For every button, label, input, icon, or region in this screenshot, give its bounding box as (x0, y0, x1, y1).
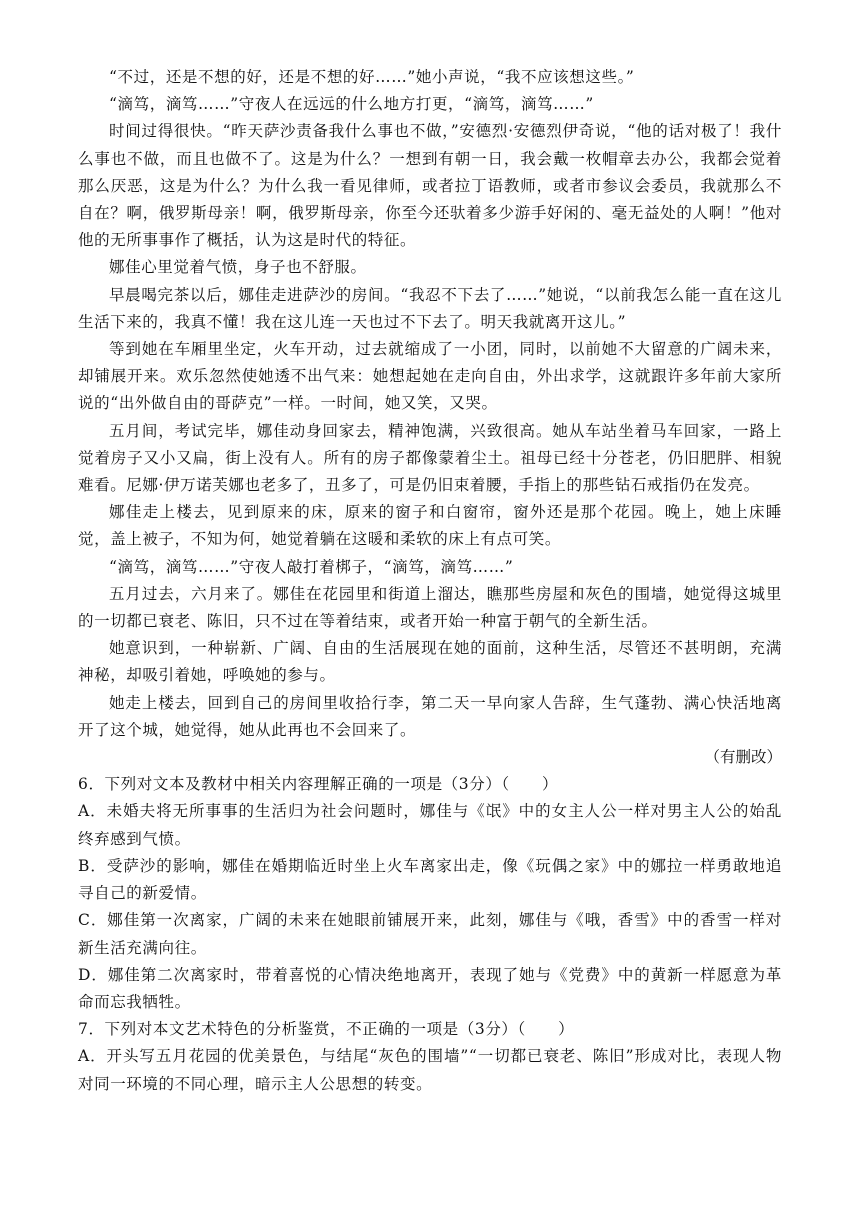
question-stem: 6．下列对文本及教材中相关内容理解正确的一项是（3分）（ ） (78, 775, 559, 794)
paragraph: 娜佳走上楼去，见到原来的床，原来的窗子和白窗帘，窗外还是那个花园。晚上，她上床睡觉，盖上被子，不知为何，她觉着躺在这暖和柔软的床上有点可笑。 (78, 503, 782, 549)
paragraph: 娜佳心里觉着气愤，身子也不舒服。 (109, 258, 367, 277)
option-a: A．未婚夫将无所事事的生活归为社会问题时，娜佳与《氓》中的女主人公一样对男主人公的始乱终弃感到气愤。 (78, 802, 782, 848)
option-b: B．受萨沙的影响，娜佳在婚期临近时坐上火车离家出走，像《玩偶之家》中的娜拉一样勇敢地追寻自己的新爱情。 (78, 856, 782, 903)
paragraph: “滴笃，滴笃……”守夜人敲打着梆子，“滴笃，滴笃……” (109, 557, 514, 576)
question-stem: 7．下列对本文艺术特色的分析鉴赏，不正确的一项是（3分）（ ） (78, 1020, 575, 1039)
question-6 (78, 771, 782, 1016)
paragraph: 早晨喝完茶以后，娜佳走进萨沙的房间。“我忍不下去了……”她说，“以前我怎么能一直在这儿生活下来的，我真不懂！我在这儿连一天也过不下去了。明天我就离开这儿。” (78, 285, 782, 331)
abridged-note: （有删改） (704, 748, 782, 767)
paragraph: 等到她在车厢里坐定，火车开动，过去就缩成了一小团，同时，以前她不大留意的广阔未来，却铺展开来。欢乐忽然使她透不出气来：她想起她在走向自由，外出求学，这就跟许多年前大家所说的“出外做自由的哥萨克”一样。一时间，她又笑，又哭。 (78, 340, 782, 413)
question-7 (78, 1016, 782, 1098)
option-a: A．开头写五月花园的优美景色，与结尾“灰色的围墙”“一切都已衰老、陈旧”形成对比，表现人物对同一环境的不同心理，暗示主人公思想的转变。 (78, 1047, 782, 1093)
paragraph: 她走上楼去，回到自己的房间里收拾行李，第二天一早向家人告辞，生气蓬勃、满心快活地离开了这个城，她觉得，她从此再也不会回来了。 (78, 693, 782, 739)
paragraph: “滴笃，滴笃……”守夜人在远远的什么地方打更，“滴笃，滴笃……” (109, 95, 594, 114)
paragraph: 五月过去，六月来了。娜佳在花园里和街道上溜达，瞧那些房屋和灰色的围墙，她觉得这城里的一切都已衰老、陈旧，只不过在等着结束，或者开始一种富于朝气的全新生活。 (78, 584, 782, 631)
paragraph: 她意识到，一种崭新、广阔、自由的生活展现在她的面前，这种生活，尽管还不甚明朗，充满神秘，却吸引着她，呼唤她的参与。 (78, 639, 782, 685)
paragraph: 五月间，考试完毕，娜佳动身回家去，精神饱满，兴致很高。她从车站坐着马车回家，一路上觉着房子又小又扁，街上没有人。所有的房子都像蒙着尘土。祖母已经十分苍老，仍旧肥胖、相貌难看。尼娜·伊万诺芙娜也老多了，丑多了，可是仍旧束着腰，手指上的那些钻石戒指仍在发亮。 (78, 421, 782, 495)
paragraph: “不过，还是不想的好，还是不想的好……”她小声说，“我不应该想这些。” (109, 68, 635, 86)
option-c: C．娜佳第一次离家，广阔的未来在她眼前铺展开来，此刻，娜佳与《哦，香雪》中的香雪一样对新生活充满向往。 (78, 911, 782, 957)
passage (78, 64, 782, 771)
option-d: D．娜佳第二次离家时，带着喜悦的心情决绝地离开，表现了她与《党费》中的黄新一样愿意为革命而忘我牺牲。 (78, 965, 782, 1011)
paragraph: 时间过得很快。“昨天萨沙责备我什么事也不做，”安德烈·安德烈伊奇说，“他的话对极了！我什么事也不做，而且也做不了。这是为什么？一想到有朝一日，我会戴一枚帽章去办公，我都会觉着那么厌恶，这是为什么？为什么我一看见律师，或者拉丁语教师，或者市参议会委员，我就那么不自在？啊，俄罗斯母亲！啊，俄罗斯母亲，你至今还驮着多少游手好闲的、毫无益处的人啊！”他对他的无所事事作了概括，认为这是时代的特征。 (78, 122, 782, 250)
